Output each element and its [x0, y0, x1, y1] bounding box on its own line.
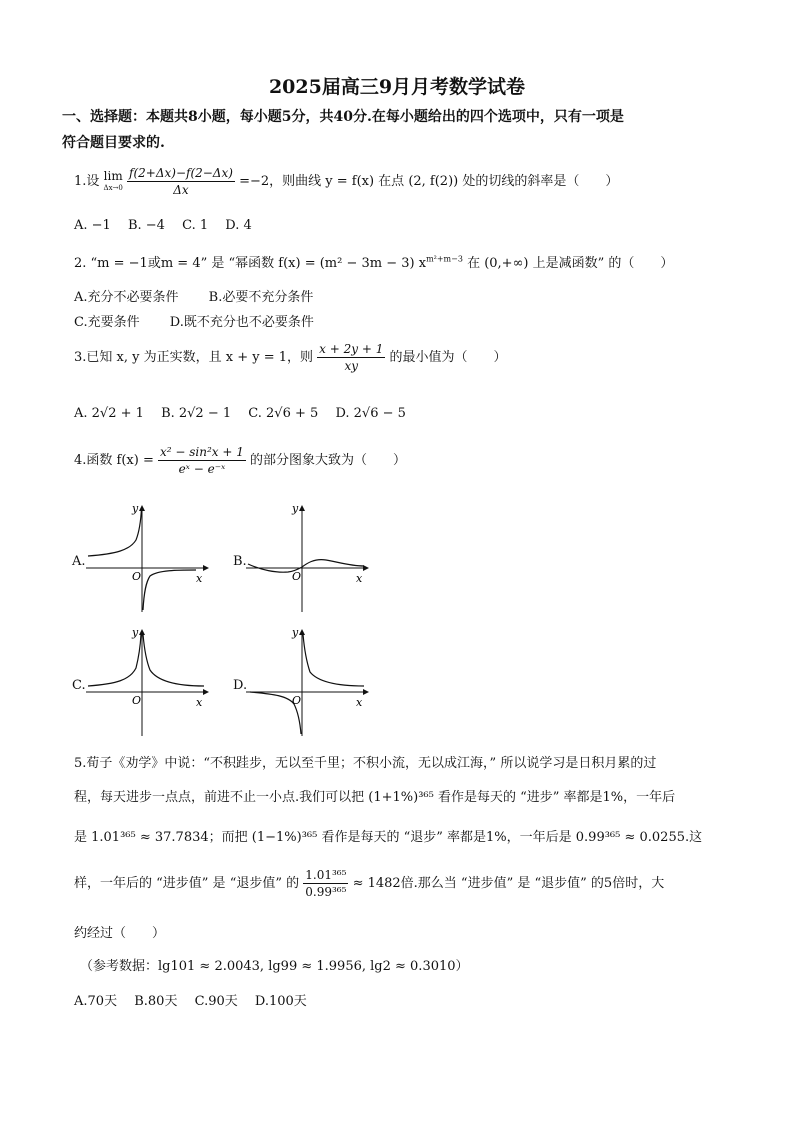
curve-right — [143, 570, 196, 610]
q1-prefix: 1.设 — [74, 174, 100, 189]
q5-option-a[interactable]: A.70天 — [74, 994, 118, 1009]
q1-option-c[interactable]: C. 1 — [182, 218, 209, 233]
q5-option-c[interactable]: C.90天 — [194, 994, 238, 1009]
q4-option-d-label[interactable]: D. — [233, 678, 248, 693]
q1-fraction — [127, 166, 235, 197]
q4-graph-c[interactable] — [86, 624, 216, 739]
q5-ratio-fraction — [303, 868, 348, 899]
origin-label: O — [292, 570, 302, 583]
origin-label: O — [292, 694, 302, 707]
q4-graph-a[interactable] — [86, 500, 216, 615]
q5-frac-num: 1.01³⁶⁵ — [305, 868, 347, 882]
q5-options — [74, 990, 307, 1009]
q4-prefix: 4.函数 f(x) = — [74, 453, 154, 468]
q3-options — [74, 406, 406, 421]
curve-right — [303, 634, 364, 686]
section-heading-line1: 一、选择题：本题共8小题，每小题5分，共40分.在每小题给出的四个选项中，只有一项是 — [62, 109, 624, 125]
q1-options — [74, 218, 252, 233]
q2-text-a: 2. “m = −1或m = 4” 是 “幂函数 f(x) = (m² − 3m − 3) x — [74, 256, 427, 271]
q1-stem: =−2，则曲线 y = f(x) 在点 (2, f(2)) 处的切线的斜率是（ ） — [239, 174, 619, 189]
x-label: x — [196, 572, 203, 585]
q2-option-a[interactable]: A.充分不必要条件 — [74, 290, 179, 305]
q4-graph-b[interactable] — [246, 500, 376, 615]
section-heading-line2: 符合题目要求的. — [62, 135, 165, 151]
question-1 — [74, 166, 618, 197]
q2-text-b: 在 (0,+∞) 上是减函数” 的（ ） — [462, 256, 674, 271]
x-label: x — [356, 572, 363, 585]
y-label: y — [132, 502, 139, 515]
q1-numerator: f(2+Δx)−f(2−Δx) — [129, 166, 233, 180]
q3-numerator: x + 2y + 1 — [319, 342, 384, 356]
q3-fraction — [317, 342, 385, 373]
q5-option-d[interactable]: D.100天 — [254, 994, 307, 1009]
y-label: y — [132, 626, 139, 639]
q5-line4-a: 样，一年后的 “进步值” 是 “退步值” 的 — [74, 876, 300, 891]
curve-left — [88, 634, 141, 686]
q5-line3: 是 1.01³⁶⁵ ≈ 37.7834；而把 (1−1%)³⁶⁵ 看作是每天的 “退步” 率都是1%，一年后是 0.99³⁶⁵ ≈ 0.0255.这 — [74, 830, 703, 845]
q1-lim-word: lim — [103, 168, 123, 183]
q3-denominator: xy — [344, 359, 359, 373]
q3-option-b[interactable]: B. 2√2 − 1 — [161, 406, 232, 421]
q2-option-c[interactable]: C.充要条件 — [74, 315, 140, 330]
question-2 — [74, 252, 673, 271]
q4-suffix: 的部分图象大致为（ ） — [250, 453, 407, 468]
q1-lim-sub: Δx→0 — [103, 183, 123, 192]
q2-option-d[interactable]: D.既不充分也不必要条件 — [169, 315, 314, 330]
q4-numerator: x² − sin²x + 1 — [160, 445, 244, 459]
question-4 — [74, 445, 406, 476]
q3-prefix: 3.已知 x, y 为正实数，且 x + y = 1，则 — [74, 350, 314, 365]
q3-option-a[interactable]: A. 2√2 + 1 — [74, 406, 144, 421]
question-3 — [74, 342, 507, 373]
q4-graph-d[interactable] — [246, 624, 376, 739]
q2-options-row2 — [74, 311, 314, 330]
curve-right — [143, 634, 204, 686]
x-label: x — [196, 696, 203, 709]
q2-option-b[interactable]: B.必要不充分条件 — [208, 290, 314, 305]
q4-option-a-label[interactable]: A. — [72, 554, 86, 569]
origin-label: O — [132, 694, 142, 707]
q3-option-d[interactable]: D. 2√6 − 5 — [335, 406, 406, 421]
q5-option-b[interactable]: B.80天 — [134, 994, 178, 1009]
q5-line4 — [74, 868, 664, 899]
origin-label: O — [132, 570, 142, 583]
q4-fraction — [158, 445, 246, 476]
y-label: y — [292, 626, 299, 639]
q4-option-c-label[interactable]: C. — [72, 678, 86, 693]
q1-option-b[interactable]: B. −4 — [127, 218, 165, 233]
q1-denominator: Δx — [173, 183, 189, 197]
q4-option-b-label[interactable]: B. — [233, 554, 247, 569]
curve — [248, 560, 364, 573]
q5-line4-b: ≈ 1482倍.那么当 “进步值” 是 “退步值” 的5倍时，大 — [352, 876, 665, 891]
q3-option-c[interactable]: C. 2√6 + 5 — [248, 406, 319, 421]
q1-limit — [104, 170, 123, 194]
q5-line2: 程，每天进步一点点，前进不止一小点.我们可以把 (1+1%)³⁶⁵ 看作是每天的 “进步” 率都是1%，一年后 — [74, 790, 676, 805]
y-label: y — [292, 502, 299, 515]
q5-frac-den: 0.99³⁶⁵ — [305, 885, 347, 899]
q1-option-a[interactable]: A. −1 — [74, 218, 111, 233]
q3-suffix: 的最小值为（ ） — [389, 350, 507, 365]
page-title: 2025届高三9月月考数学试卷 — [268, 76, 526, 98]
q5-reference-data: （参考数据：lg101 ≈ 2.0043, lg99 ≈ 1.9956, lg2 ≈ 0.3010） — [80, 959, 469, 974]
q2-options-row1 — [74, 286, 313, 305]
q2-exponent: m²+m−3 — [426, 254, 463, 264]
q1-option-d[interactable]: D. 4 — [225, 218, 252, 233]
x-label: x — [356, 696, 363, 709]
q5-line5: 约经过（ ） — [74, 926, 166, 941]
q4-denominator: eˣ − e⁻ˣ — [178, 462, 226, 476]
curve-left — [88, 508, 142, 556]
q5-line1: 5.荀子《劝学》中说：“不积跬步，无以至千里；不积小流，无以成江海，” 所以说学习是日积月累的过 — [74, 756, 657, 771]
